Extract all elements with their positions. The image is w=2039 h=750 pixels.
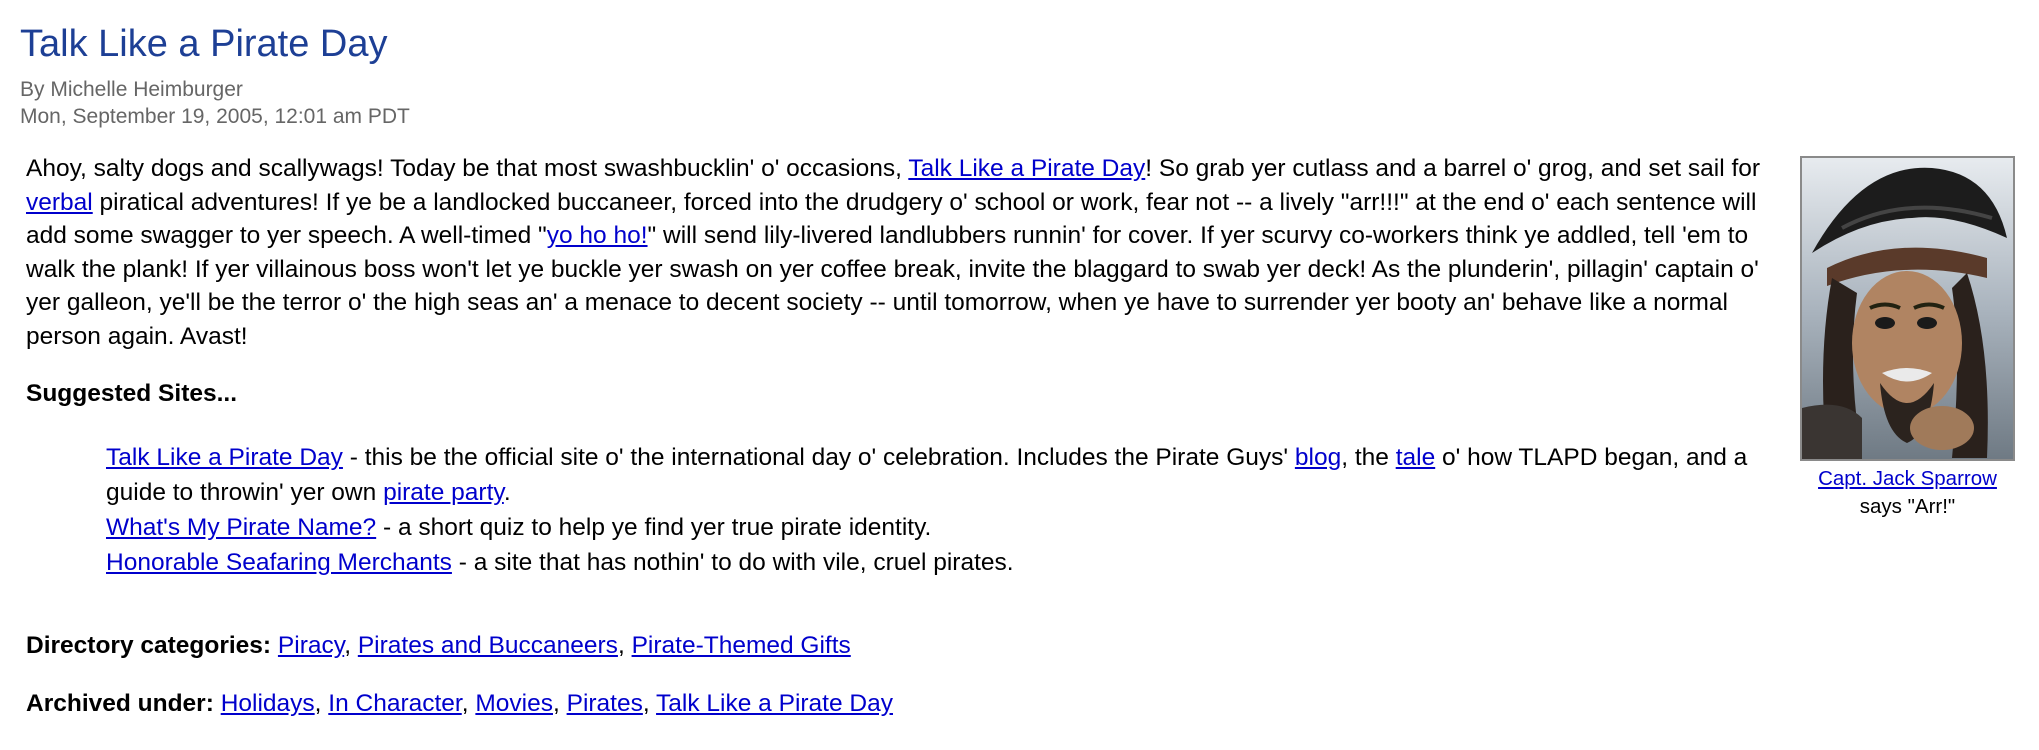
item-text: - a site that has nothin' to do with vile, cruel pirates. xyxy=(451,549,1014,576)
separator: , xyxy=(552,690,567,717)
official-site-link[interactable]: Talk Like a Pirate Day xyxy=(106,444,343,471)
blog-link[interactable]: blog xyxy=(1294,444,1342,471)
pirate-party-link[interactable]: pirate party xyxy=(383,479,504,506)
article-title: Talk Like a Pirate Day xyxy=(20,23,388,65)
archive-link[interactable]: In Character xyxy=(328,690,462,717)
photo-caption: says "Arr!" xyxy=(1859,495,1956,518)
pirate-name-link[interactable]: What's My Pirate Name? xyxy=(106,514,377,541)
item-text: o' how TLAPD began, and a guide to throwin' yer own xyxy=(106,444,1748,506)
pirate-portrait-image xyxy=(1802,158,2013,459)
verbal-link[interactable]: verbal xyxy=(26,188,93,216)
article-body xyxy=(26,152,1796,353)
separator: , xyxy=(344,632,358,659)
pirate-photo xyxy=(1800,156,2015,461)
body-text: " will send lily-livered landlubbers runnin' for cover. If yer scurvy co-workers think ye addled, tell 'em to walk the plank! If yer villainous boss won't let ye buckle yer swash on yer coffee break, invite the blaggard to swab yer deck! As the plunderin', pillagin' captain o' yer galleon, ye'll be the terror o' the high seas an' a menace to decent society -- until tomorrow, when ye have to surrender yer booty an' behave like a normal person again. Avast! xyxy=(26,222,1759,350)
archive-link[interactable]: Holidays xyxy=(220,690,315,717)
seafaring-merchants-link[interactable]: Honorable Seafaring Merchants xyxy=(106,549,452,576)
suggested-sites-list xyxy=(106,440,1796,580)
archive-link[interactable]: Talk Like a Pirate Day xyxy=(656,690,893,717)
jack-sparrow-link[interactable]: Capt. Jack Sparrow xyxy=(1818,467,1997,490)
yo-ho-ho-link[interactable]: yo ho ho! xyxy=(546,222,648,249)
suggested-sites-heading: Suggested Sites... xyxy=(26,380,238,407)
tlapd-link[interactable]: Talk Like a Pirate Day xyxy=(908,155,1146,182)
category-link[interactable]: Pirate-Themed Gifts xyxy=(631,632,851,659)
publish-date: Mon, September 19, 2005, 12:01 am PDT xyxy=(20,105,410,128)
directory-categories xyxy=(26,630,851,662)
list-item xyxy=(106,545,1796,580)
tale-link[interactable]: tale xyxy=(1395,444,1436,471)
separator: , xyxy=(314,690,329,717)
item-text: - a short quiz to help ye find yer true pirate identity. xyxy=(376,514,932,541)
directory-label: Directory categories: xyxy=(26,632,272,659)
archive-link[interactable]: Movies xyxy=(475,690,553,717)
archived-label: Archived under: xyxy=(26,690,214,717)
byline xyxy=(20,76,410,130)
category-link[interactable]: Pirates and Buccaneers xyxy=(357,632,618,659)
list-item xyxy=(106,440,1796,510)
item-text: - this be the official site o' the international day o' celebration. Includes the Pirate Guys' xyxy=(342,444,1295,471)
body-text: ! So grab yer cutlass and a barrel o' grog, and set sail for xyxy=(1145,155,1761,182)
list-item xyxy=(106,510,1796,545)
category-link[interactable]: Piracy xyxy=(277,632,345,659)
separator: , xyxy=(642,690,657,717)
body-text: Ahoy, salty dogs and scallywags! Today be that most swashbucklin' o' occasions, xyxy=(26,155,909,182)
body-text: piratical adventures! If ye be a landlocked buccaneer, forced into the drudgery o' school or work, fear not -- a lively "arr!!!" at the end o' each sentence will add some swagger to yer speech. A well-timed " xyxy=(26,188,1757,249)
separator: , xyxy=(461,690,476,717)
separator: , xyxy=(617,632,632,659)
archive-link[interactable]: Pirates xyxy=(566,690,643,717)
author: By Michelle Heimburger xyxy=(20,78,243,101)
photo-sidebar xyxy=(1800,156,2015,521)
item-text: . xyxy=(503,479,511,506)
archived-under xyxy=(26,688,893,720)
article-paragraph xyxy=(26,152,1796,353)
item-text: , the xyxy=(1341,444,1396,471)
